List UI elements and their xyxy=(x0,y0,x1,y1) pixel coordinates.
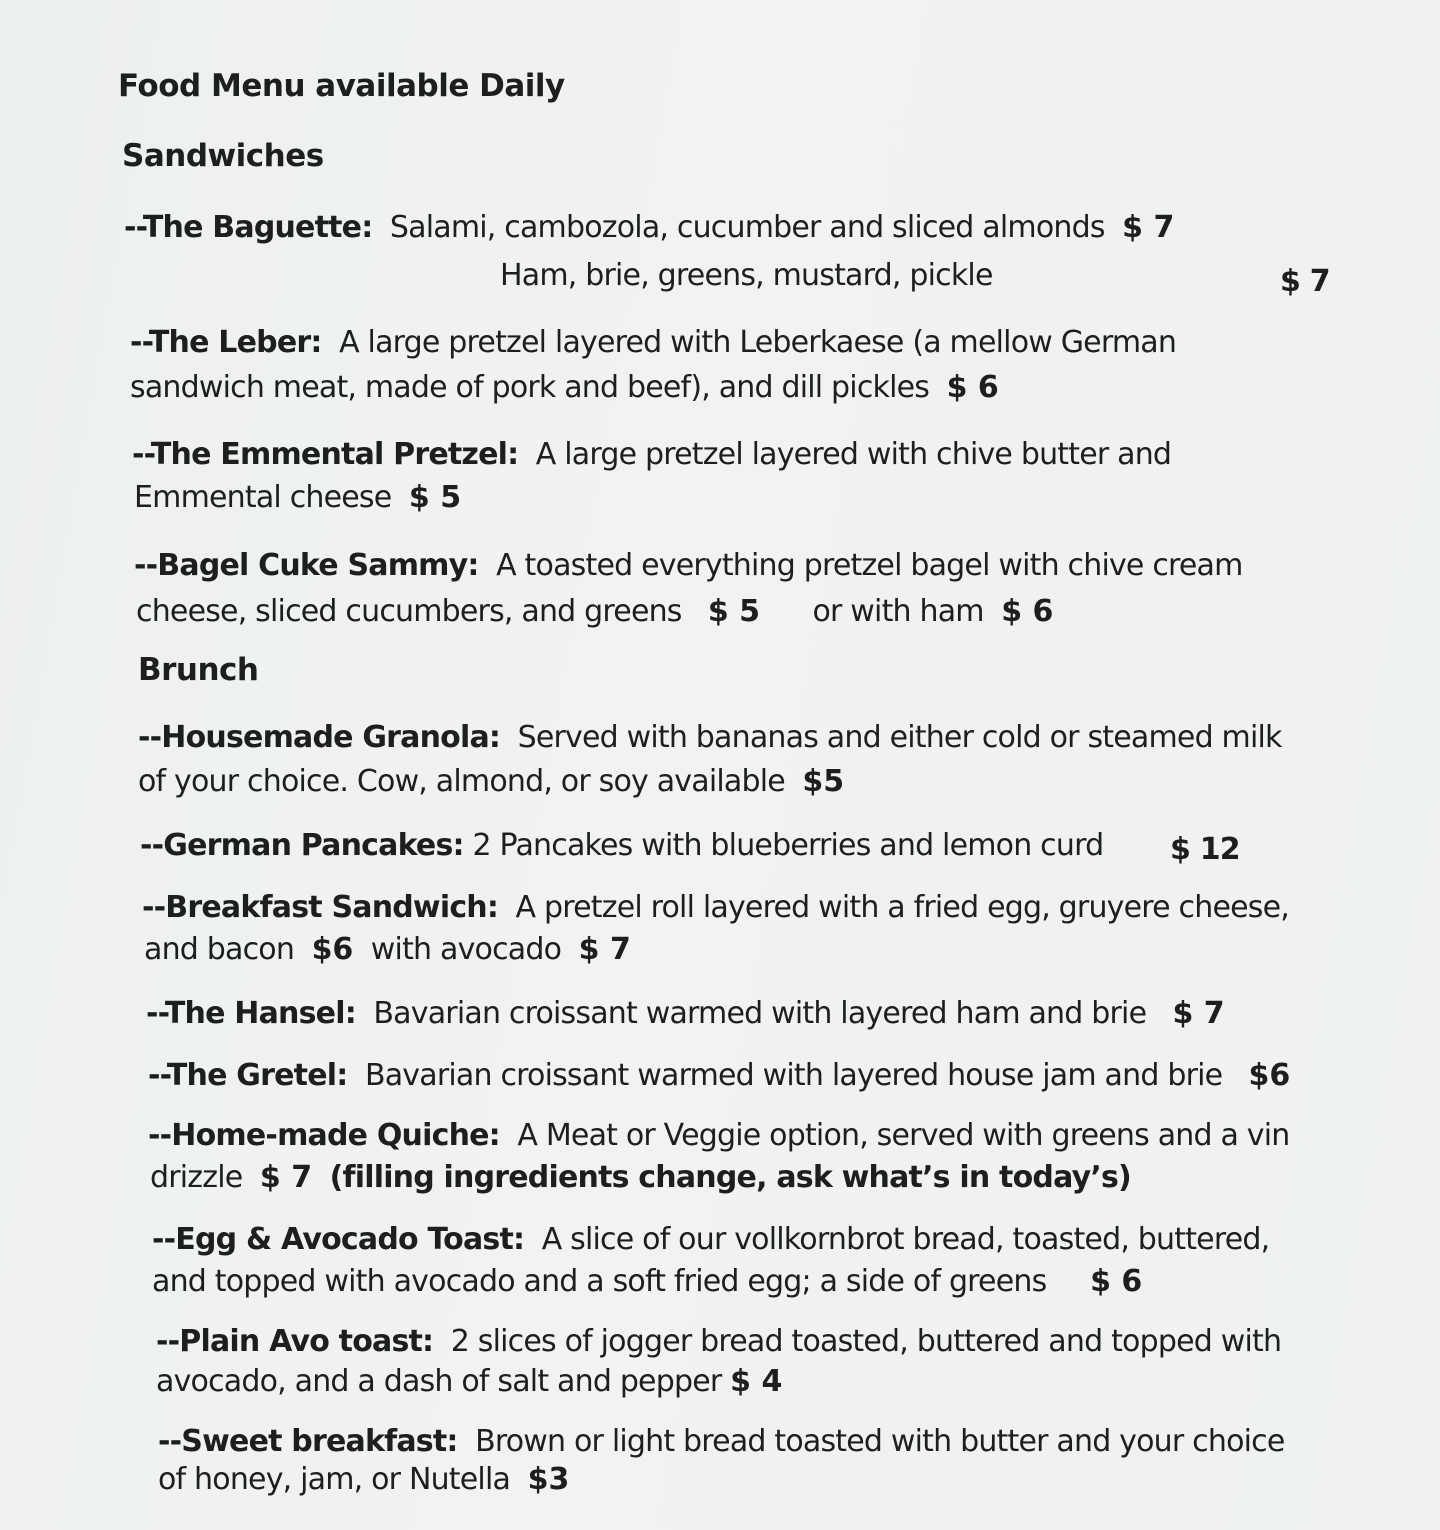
item-name: --The Hansel: xyxy=(146,996,356,1031)
menu-item-quiche xyxy=(148,1118,1290,1153)
item-alt-price: $ 6 xyxy=(1001,594,1054,629)
menu-item-breakfast-sandwich-line2 xyxy=(144,932,631,967)
menu-item-plain-avo-toast-line2 xyxy=(156,1364,782,1399)
item-name: --Plain Avo toast: xyxy=(156,1324,434,1359)
item-price: $ 12 xyxy=(1170,832,1240,867)
menu-item-sweet-breakfast xyxy=(158,1424,1285,1459)
item-description: 2 slices of jogger bread toasted, buttered and topped with xyxy=(450,1324,1282,1359)
item-price: $ 7 xyxy=(1122,210,1175,245)
item-name: --The Emmental Pretzel: xyxy=(132,437,519,472)
item-name: --Breakfast Sandwich: xyxy=(142,890,499,925)
menu-title: Food Menu available Daily xyxy=(118,68,565,104)
item-description: of your choice. Cow, almond, or soy available xyxy=(138,764,785,799)
item-price: $5 xyxy=(802,764,845,799)
menu-item-plain-avo-toast xyxy=(156,1324,1281,1359)
item-note: (filling ingredients change, ask what’s in today’s) xyxy=(329,1160,1131,1195)
menu-item-hansel xyxy=(146,996,1225,1031)
item-description: Served with bananas and either cold or steamed milk xyxy=(517,720,1282,755)
item-description: A Meat or Veggie option, served with greens and a vin xyxy=(517,1118,1290,1153)
menu-item-leber-line2 xyxy=(130,370,999,405)
menu-item-quiche-line2 xyxy=(150,1160,1131,1195)
item-price: $ 5 xyxy=(707,594,761,629)
item-alt-option: or with ham xyxy=(812,594,984,629)
item-name: --German Pancakes: xyxy=(140,828,464,863)
item-price: $6 xyxy=(311,932,354,967)
item-description: Salami, cambozola, cucumber and sliced almonds xyxy=(389,210,1105,245)
item-price: $ 5 xyxy=(408,480,462,515)
item-description: sandwich meat, made of pork and beef), and dill pickles xyxy=(130,370,930,405)
item-name: --Egg & Avocado Toast: xyxy=(152,1222,525,1257)
item-price: $6 xyxy=(1248,1058,1291,1093)
menu-item-pancakes xyxy=(140,828,1103,863)
item-description: of honey, jam, or Nutella xyxy=(158,1462,511,1497)
menu-item-baguette xyxy=(124,210,1174,245)
item-description: A pretzel roll layered with a fried egg, gruyere cheese, xyxy=(515,890,1289,925)
item-name: --The Gretel: xyxy=(148,1058,348,1093)
menu-item-granola-line2 xyxy=(138,764,844,799)
item-name: --Home-made Quiche: xyxy=(148,1118,500,1153)
item-name: --The Baguette: xyxy=(124,210,373,245)
menu-item-granola xyxy=(138,720,1282,755)
item-description: drizzle xyxy=(150,1160,243,1195)
menu-item-emmental-line2 xyxy=(134,480,461,515)
item-description: cheese, sliced cucumbers, and greens xyxy=(136,594,682,629)
menu-item-breakfast-sandwich xyxy=(142,890,1289,925)
item-description-secondary: Ham, brie, greens, mustard, pickle xyxy=(500,258,993,293)
item-description: Emmental cheese xyxy=(134,480,392,515)
item-price: $ 7 xyxy=(1172,996,1225,1031)
item-description: Brown or light bread toasted with butter and your choice xyxy=(475,1424,1285,1459)
item-description: A slice of our vollkornbrot bread, toasted, buttered, xyxy=(541,1222,1270,1257)
item-description: A large pretzel layered with chive butter and xyxy=(535,437,1172,472)
item-description: Bavarian croissant warmed with layered house jam and brie xyxy=(364,1058,1223,1093)
item-description: and bacon xyxy=(144,932,295,967)
item-name: --Sweet breakfast: xyxy=(158,1424,458,1459)
menu-item-emmental xyxy=(132,437,1171,472)
item-name: --The Leber: xyxy=(130,325,322,360)
item-price: $ 6 xyxy=(946,370,999,405)
item-price: $ 4 xyxy=(730,1364,783,1399)
menu-item-egg-avocado-toast xyxy=(152,1222,1269,1257)
item-price-secondary: $ 7 xyxy=(1280,264,1330,299)
item-price: $ 6 xyxy=(1090,1264,1143,1299)
menu-item-leber xyxy=(130,325,1176,360)
item-description: A toasted everything pretzel bagel with chive cream xyxy=(496,548,1243,583)
item-name: --Housemade Granola: xyxy=(138,720,501,755)
section-heading-brunch: Brunch xyxy=(138,652,259,688)
item-alt-price: $ 7 xyxy=(578,932,631,967)
menu-item-egg-avocado-toast-line2 xyxy=(152,1264,1142,1299)
section-heading-sandwiches: Sandwiches xyxy=(122,138,324,174)
item-price: $ 7 xyxy=(259,1160,313,1195)
menu-item-gretel xyxy=(148,1058,1290,1093)
item-price: $3 xyxy=(527,1462,570,1497)
item-description: avocado, and a dash of salt and pepper xyxy=(156,1364,722,1399)
item-name: --Bagel Cuke Sammy: xyxy=(134,548,479,583)
menu-item-bagel xyxy=(134,548,1243,583)
item-description: Bavarian croissant warmed with layered ham and brie xyxy=(373,996,1147,1031)
menu-item-sweet-breakfast-line2 xyxy=(158,1462,569,1497)
item-description: and topped with avocado and a soft fried egg; a side of greens xyxy=(152,1264,1047,1299)
menu-item-bagel-line2 xyxy=(136,594,1053,629)
item-description: A large pretzel layered with Leberkaese (a mellow German xyxy=(339,325,1177,360)
item-alt-option: with avocado xyxy=(370,932,562,967)
item-description: 2 Pancakes with blueberries and lemon curd xyxy=(472,828,1104,863)
